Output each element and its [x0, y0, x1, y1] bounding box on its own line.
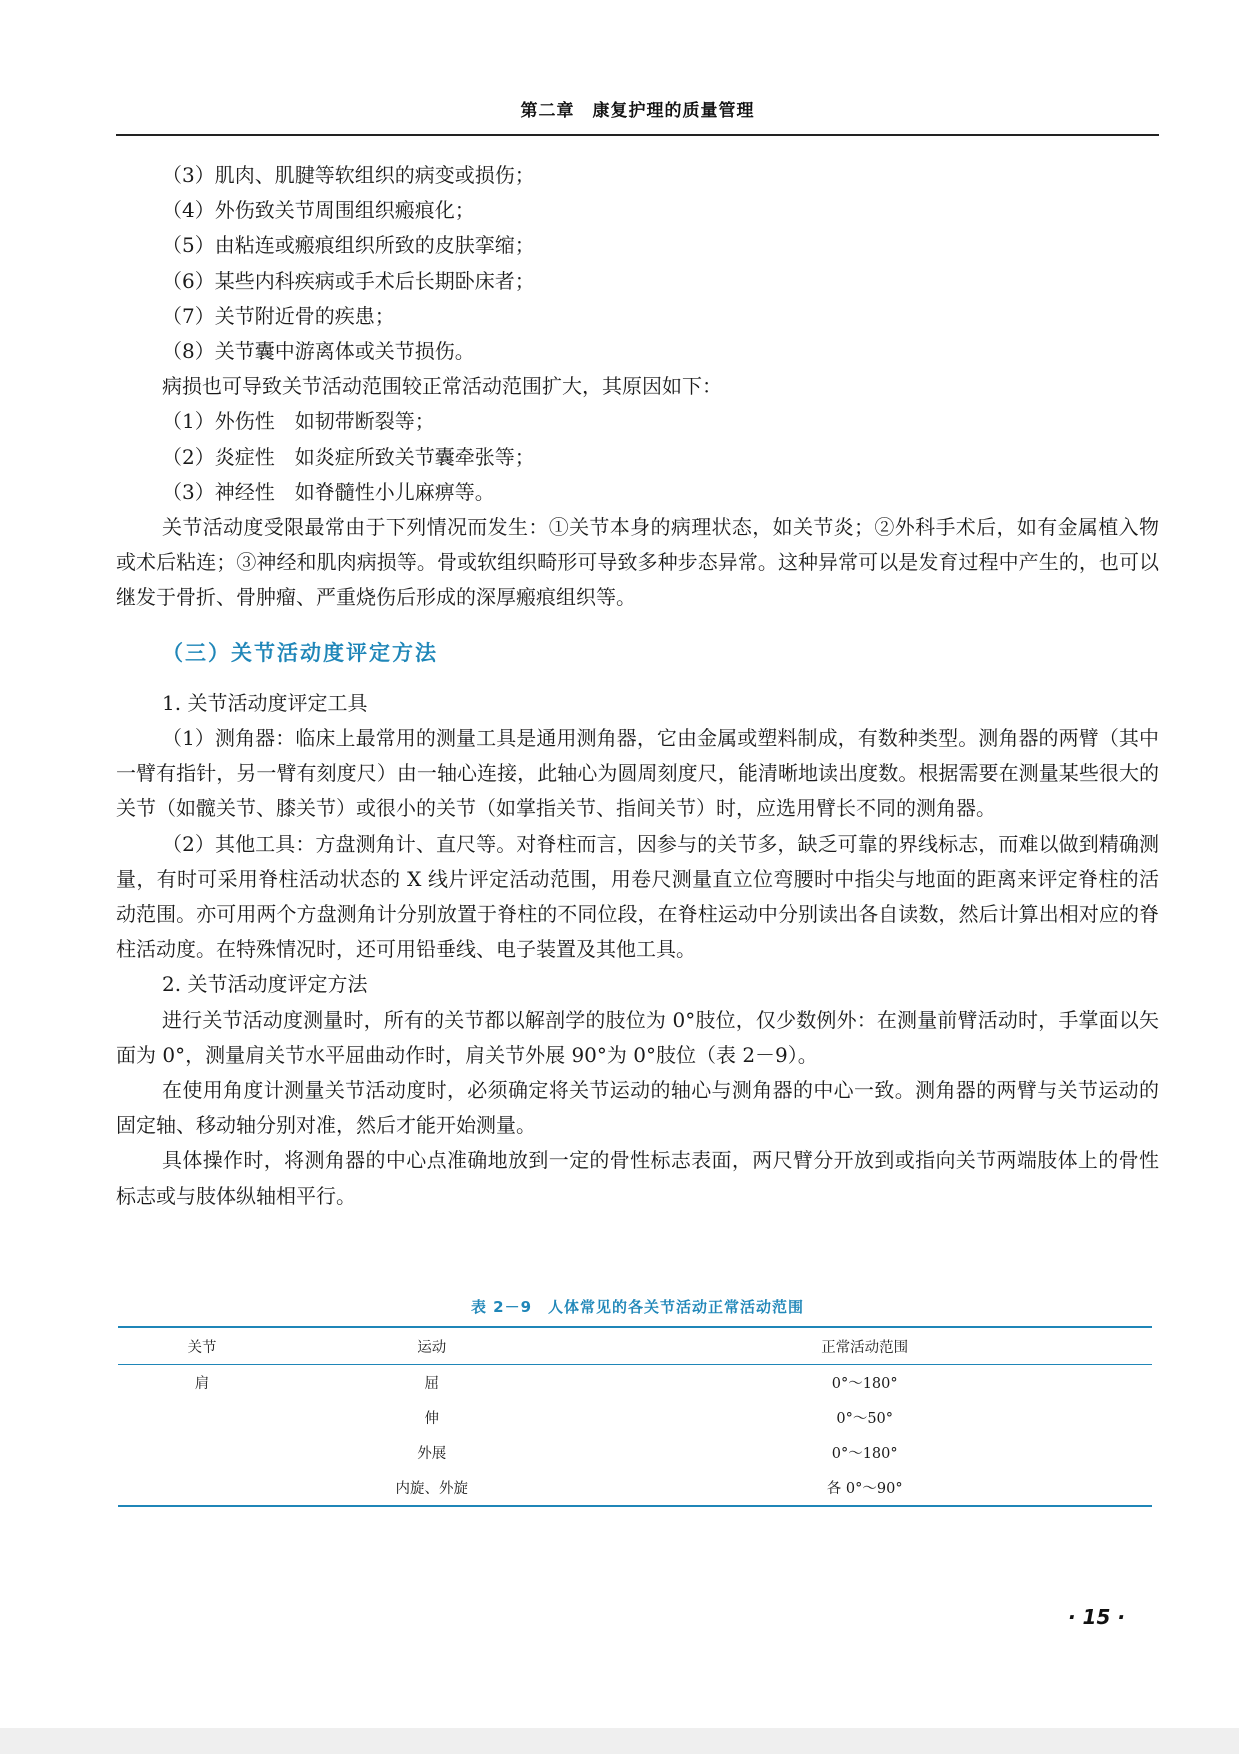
- cell-joint: [118, 1435, 286, 1470]
- table-caption: 表 2－9 人体常见的各关节活动正常活动范围: [470, 1298, 805, 1316]
- cell-joint: 肩: [194, 1376, 210, 1392]
- list-item: （1）外伤性 如韧带断裂等；: [162, 409, 435, 434]
- paragraph: （2）其他工具：方盘测角计、直尺等。对脊柱而言，因参与的关节多，缺乏可靠的界线标志，而难以做到精确测量，有时可采用脊柱活动状态的 X 线片评定活动范围，用卷尺测量直立位弯腰时中指尖与地面的距离来评定脊柱的活动范围。亦可用两个方盘测角计分别放置于脊柱的不同位段，在脊柱运动中分别读出各自读数，然后计算出相对应的脊柱活动度。在特殊情况时，还可用铅垂线、电子装置及其他工具。: [116, 831, 1159, 962]
- chapter-header: 第二章 康复护理的质量管理: [520, 101, 755, 121]
- paragraph: （1）测角器：临床上最常用的测量工具是通用测角器，它由金属或塑料制成，有数种类型。测角器的两臂（其中一臂有指针，另一臂有刻度尺）由一轴心连接，此轴心为圆周刻度尺，能清晰地读出度数。根据需要在测量某些很大的关节（如髋关节、膝关节）或很小的关节（如掌指关节、指间关节）时，应选用臂长不同的测角器。: [116, 726, 1159, 821]
- page-number: · 15 ·: [1068, 1605, 1125, 1629]
- cell-motion: 内旋、外旋: [286, 1470, 577, 1506]
- body-text: [116, 158, 1159, 1214]
- list-item: （3）神经性 如脊髓性小儿麻痹等。: [162, 479, 495, 504]
- list-item: （7）关节附近骨的疾患；: [162, 303, 395, 328]
- cell-joint: [118, 1470, 286, 1506]
- table-row: [118, 1435, 1152, 1470]
- table-row: [118, 1365, 1152, 1401]
- range-of-motion-table: [118, 1326, 1152, 1507]
- header-motion: 运动: [286, 1327, 577, 1365]
- cell-motion: 屈: [424, 1376, 439, 1392]
- list-item: （5）由粘连或瘢痕组织所致的皮肤挛缩；: [162, 233, 535, 258]
- list-item: （8）关节囊中游离体或关节损伤。: [162, 339, 475, 364]
- subheading: 1. 关节活动度评定工具: [162, 690, 368, 715]
- list-item: （6）某些内科疾病或手术后长期卧床者；: [162, 268, 535, 293]
- header-joint: 关节: [118, 1327, 286, 1365]
- subheading: 2. 关节活动度评定方法: [162, 972, 368, 997]
- cell-range: 0°～50°: [836, 1411, 894, 1427]
- section-title: （三）关节活动度评定方法: [162, 639, 438, 665]
- cell-joint: [118, 1400, 286, 1435]
- table-row: [118, 1470, 1152, 1506]
- cell-range: 0°～180°: [831, 1446, 898, 1462]
- intro-paragraph: 病损也可导致关节活动范围较正常活动范围扩大，其原因如下：: [162, 374, 722, 399]
- header-range: 正常活动范围: [577, 1327, 1152, 1365]
- page-bottom-edge: [0, 1728, 1239, 1754]
- list-item: （3）肌肉、肌腱等软组织的病变或损伤；: [162, 163, 535, 187]
- paragraph: 在使用角度计测量关节活动度时，必须确定将关节运动的轴心与测角器的中心一致。测角器的两臂与关节运动的固定轴、移动轴分别对准，然后才能开始测量。: [116, 1078, 1159, 1138]
- cell-range: 0°～180°: [831, 1376, 898, 1392]
- cell-range: 各 0°～90°: [577, 1470, 1152, 1506]
- cell-motion: 伸: [424, 1411, 439, 1427]
- paragraph: 关节活动度受限最常由于下列情况而发生：①关节本身的病理状态，如关节炎；②外科手术后，如有金属植入物或术后粘连；③神经和肌肉病损等。骨或软组织畸形可导致多种步态异常。这种异常可以是发育过程中产生的，也可以继发于骨折、骨肿瘤、严重烧伤后形成的深厚瘢痕组织等。: [116, 515, 1159, 610]
- list-item: （4）外伤致关节周围组织瘢痕化；: [162, 198, 475, 223]
- table-row: [118, 1400, 1152, 1435]
- paragraph: 进行关节活动度测量时，所有的关节都以解剖学的肢位为 0°肢位，仅少数例外：在测量前臂活动时，手掌面以矢面为 0°，测量肩关节水平屈曲动作时，肩关节外展 90°为 0°肢位（表 2－9）。: [116, 1007, 1159, 1067]
- table-header-row: [118, 1327, 1152, 1365]
- header-rule: [116, 134, 1159, 136]
- paragraph: 具体操作时，将测角器的中心点准确地放到一定的骨性标志表面，两尺臂分开放到或指向关节两端肢体上的骨性标志或与肢体纵轴相平行。: [116, 1148, 1159, 1208]
- cell-motion: 外展: [417, 1446, 447, 1462]
- list-item: （2）炎症性 如炎症所致关节囊牵张等；: [162, 444, 535, 469]
